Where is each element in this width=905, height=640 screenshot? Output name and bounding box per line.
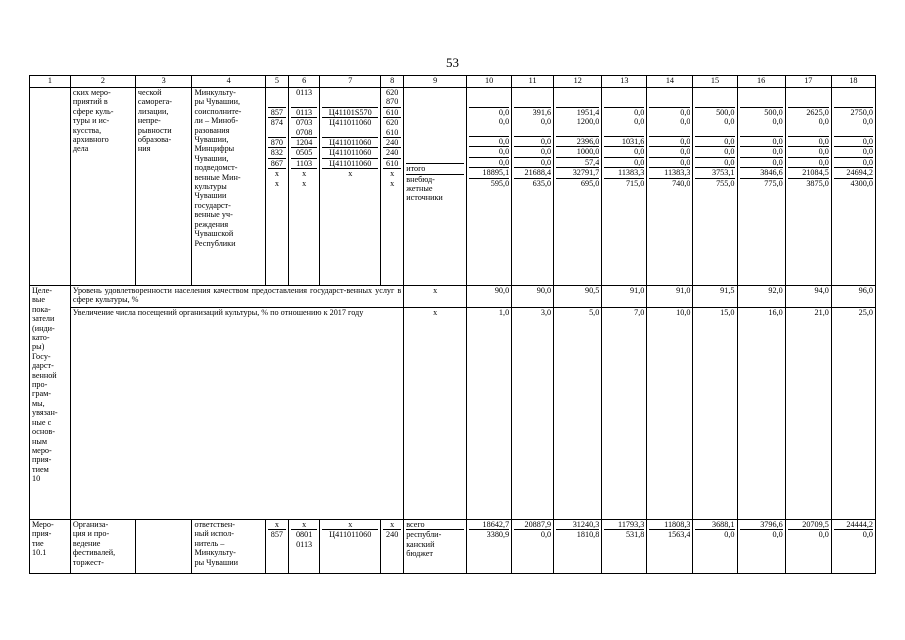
activity-col6 xyxy=(288,520,319,574)
target-2-value: 21,0 xyxy=(785,308,831,520)
resp-value: 0,0 xyxy=(695,529,734,539)
header-row xyxy=(30,76,876,88)
value-cell: 0,0 xyxy=(680,117,691,127)
blank-line xyxy=(788,127,829,136)
value-cell: 0,0 xyxy=(469,157,509,167)
value-cell: 0,0 xyxy=(834,136,873,146)
blank-line xyxy=(514,127,551,136)
code-line: 870 xyxy=(268,137,286,147)
itogo-value: 21084,5 xyxy=(788,167,829,177)
page-number: 53 xyxy=(446,55,459,70)
value-cell: 0,0 xyxy=(604,107,644,117)
vsego-value: 3796,6 xyxy=(760,520,783,529)
value-cell: 0,0 xyxy=(634,117,645,127)
blank-line xyxy=(695,97,734,106)
value-cell: 1200,0 xyxy=(576,117,600,127)
blank-line xyxy=(556,97,599,106)
column-number: 2 xyxy=(70,76,135,88)
column-number: 10 xyxy=(467,76,512,88)
target-1-value: 91,5 xyxy=(693,286,737,308)
code-line: x xyxy=(390,178,395,188)
column-number: 1 xyxy=(30,76,71,88)
target-1-text: Уровень удовлетворенности населения качеством предоставления государст-венных услуг в сфере культуры, % xyxy=(70,286,403,308)
target-1-value: 91,0 xyxy=(602,286,647,308)
code-line: x xyxy=(302,178,307,188)
target-1-value: 91,0 xyxy=(647,286,693,308)
target-2-value: 7,0 xyxy=(602,308,647,520)
itogo-value: 32791,7 xyxy=(556,167,599,177)
block1-goal: ческой саморега- лизации, непре- рывности образова- ния xyxy=(135,88,192,286)
blank-line xyxy=(740,127,783,136)
funding-itogo-label: итого xyxy=(406,163,464,173)
block1-values-13 xyxy=(602,88,647,286)
block1-values-17 xyxy=(785,88,831,286)
value-cell: 0,0 xyxy=(834,146,873,156)
code-line xyxy=(268,128,286,137)
target-2-value: 1,0 xyxy=(467,308,512,520)
value-cell: 0,0 xyxy=(740,157,783,167)
code-line: 832 xyxy=(268,147,286,157)
vnebud-value: 695,0 xyxy=(556,178,599,188)
value-cell: 500,0 xyxy=(740,107,783,117)
activity-row xyxy=(30,520,876,574)
code-line: 0801 0113 xyxy=(291,529,317,549)
value-cell: 1951,4 xyxy=(556,107,599,117)
activity-col5 xyxy=(265,520,288,574)
target-2-value: 10,0 xyxy=(647,308,693,520)
block1-values-16 xyxy=(737,88,785,286)
vnebud-value: 775,0 xyxy=(740,178,783,188)
value-cell: 0,0 xyxy=(514,157,551,167)
value-cell: 2625,0 xyxy=(788,107,829,117)
block1-values-18 xyxy=(831,88,875,286)
vnebud-value: 715,0 xyxy=(604,178,644,188)
value-cell: 0,0 xyxy=(788,136,829,146)
target-1-value: 96,0 xyxy=(831,286,875,308)
vsego-value: 3688,1 xyxy=(711,520,735,529)
activity-goal xyxy=(135,520,192,574)
block1-col8 xyxy=(381,88,404,286)
blank-line xyxy=(695,88,734,97)
code-line: 0113 xyxy=(291,107,317,117)
activity-col8 xyxy=(381,520,404,574)
activity-values-11 xyxy=(512,520,554,574)
blank-line xyxy=(469,97,509,106)
activity-values-14 xyxy=(647,520,693,574)
value-cell: 0,0 xyxy=(862,117,873,127)
value-cell: 0,0 xyxy=(469,146,509,156)
target-row-1 xyxy=(30,286,876,308)
resp-value: 1810,8 xyxy=(556,529,599,539)
vnebud-value: 4300,0 xyxy=(834,178,873,188)
block1-values-14 xyxy=(647,88,693,286)
code-line: 240 xyxy=(383,137,401,147)
activity-col7 xyxy=(320,520,381,574)
activity-values-10 xyxy=(467,520,512,574)
value-cell: 0,0 xyxy=(724,117,735,127)
value-cell: 0,0 xyxy=(469,136,509,146)
itogo-value: 18895,1 xyxy=(469,167,509,177)
column-number: 3 xyxy=(135,76,192,88)
blank-line xyxy=(604,127,644,136)
column-number: 16 xyxy=(737,76,785,88)
value-cell: 500,0 xyxy=(695,107,734,117)
code-line: x xyxy=(291,168,317,178)
column-number: 8 xyxy=(381,76,404,88)
vnebud-value: 635,0 xyxy=(514,178,551,188)
code-line: 867 xyxy=(268,158,286,168)
vsego-value: 11793,3 xyxy=(618,520,645,529)
activity-name: Организа- ция и про- ведение фестивалей, торжест- xyxy=(70,520,135,574)
block1-col6 xyxy=(288,88,319,286)
block1-values-15 xyxy=(693,88,737,286)
vnebud-value: 755,0 xyxy=(695,178,734,188)
value-cell: 0,0 xyxy=(469,107,509,117)
itogo-value: 24694,2 xyxy=(834,167,873,177)
funding-source: республи- канский бюджет xyxy=(406,529,464,558)
code-line: 0703 xyxy=(291,117,317,127)
column-number: 12 xyxy=(554,76,602,88)
code-line: 610 xyxy=(383,158,401,168)
code-line: x xyxy=(390,520,395,529)
target-2-value: 5,0 xyxy=(554,308,602,520)
target-2-value: 16,0 xyxy=(737,308,785,520)
blank-line xyxy=(834,127,873,136)
targets-label: Целе- вые пока- затели (инди- като- ры) Госу- дарст- венной про- грам- мы, увязан- ные с основ- ным меро- прия- тием 10 xyxy=(30,286,71,520)
value-cell: 0,0 xyxy=(649,157,690,167)
vsego-value: 20887,9 xyxy=(524,520,552,529)
blank-line xyxy=(695,127,734,136)
value-cell: 0,0 xyxy=(514,136,551,146)
blank-line xyxy=(514,97,551,106)
code-line: x xyxy=(274,178,279,188)
code-line: Ц411011060 xyxy=(322,158,378,168)
activity-executor: ответствен- ный испол- нитель – Минкульту- ры Чувашии xyxy=(192,520,265,574)
activity-values-15 xyxy=(693,520,737,574)
activity-values-13 xyxy=(602,520,647,574)
value-cell: 57,4 xyxy=(556,157,599,167)
value-cell: 0,0 xyxy=(604,157,644,167)
value-cell: 0,0 xyxy=(834,157,873,167)
block1-values-11 xyxy=(512,88,554,286)
code-line xyxy=(322,128,378,137)
blank-line xyxy=(834,88,873,97)
value-cell: 2750,0 xyxy=(834,107,873,117)
value-cell: 0,0 xyxy=(498,117,510,127)
activity-values-17 xyxy=(785,520,831,574)
vsego-value: 31240,3 xyxy=(572,520,600,529)
target-1-value: 90,0 xyxy=(467,286,512,308)
value-cell: 0,0 xyxy=(740,136,783,146)
blank-line xyxy=(556,127,599,136)
code-line: 0113 xyxy=(296,88,313,97)
value-cell: 0,0 xyxy=(604,146,644,156)
block1-col1 xyxy=(30,88,71,286)
value-cell: 0,0 xyxy=(740,146,783,156)
blank-line xyxy=(788,88,829,97)
resp-value: 531,8 xyxy=(604,529,644,539)
block1-executors: Минкульту- ры Чувашии, соисполните- ли – Миноб- разования Чувашии, Минцифры Чувашии, подведомст- венные Мин- культуры Чувашии государст- венные уч- реждения Чувашской Республики xyxy=(192,88,265,286)
value-cell: 0,0 xyxy=(695,136,734,146)
code-line xyxy=(322,88,378,97)
funding-vnebud-label: внебюд- жетные источники xyxy=(406,174,464,203)
code-line: 857 xyxy=(268,107,286,117)
blank-line xyxy=(649,97,690,106)
column-number: 4 xyxy=(192,76,265,88)
activity-values-12 xyxy=(554,520,602,574)
column-number: 11 xyxy=(512,76,554,88)
resp-value: 0,0 xyxy=(788,529,829,539)
resp-value: 0,0 xyxy=(740,529,783,539)
value-cell: 0,0 xyxy=(695,157,734,167)
value-cell: 0,0 xyxy=(788,157,829,167)
code-line: 870 xyxy=(386,97,399,107)
code-line: x xyxy=(383,168,401,178)
code-line: Ц411011060 xyxy=(322,147,378,157)
blank-line xyxy=(740,88,783,97)
vsego-value: 24444,2 xyxy=(846,520,873,529)
target-2-value: 3,0 xyxy=(512,308,554,520)
code-line xyxy=(322,97,378,106)
funding-source: всего xyxy=(406,520,425,529)
value-cell: 2396,0 xyxy=(556,136,599,146)
value-cell: 1031,6 xyxy=(604,136,644,146)
blank-line xyxy=(649,88,690,97)
target-1-c9: x xyxy=(404,286,467,308)
code-line: x xyxy=(302,520,307,529)
activity-values-18 xyxy=(831,520,875,574)
code-line: 620 xyxy=(386,88,399,97)
target-1-value: 92,0 xyxy=(737,286,785,308)
code-line: Ц411011060 xyxy=(322,117,378,127)
column-number: 15 xyxy=(693,76,737,88)
code-line xyxy=(291,97,317,106)
code-line: Ц411011060 xyxy=(322,137,378,147)
code-line: 1204 xyxy=(291,137,317,147)
column-number: 5 xyxy=(265,76,288,88)
target-2-value: 25,0 xyxy=(831,308,875,520)
target-2-c9: x xyxy=(404,308,467,520)
column-number: 6 xyxy=(288,76,319,88)
code-line: 240 xyxy=(383,147,401,157)
column-number: 13 xyxy=(602,76,647,88)
blank-line xyxy=(514,88,551,97)
block1-values-10 xyxy=(467,88,512,286)
code-line: 1103 xyxy=(291,158,317,168)
itogo-value: 3846,6 xyxy=(740,167,783,177)
vnebud-value: 740,0 xyxy=(649,178,690,188)
itogo-value: 11383,3 xyxy=(604,167,644,177)
blank-line xyxy=(469,127,509,136)
code-line xyxy=(268,97,286,106)
code-line: x xyxy=(348,520,353,529)
code-line: x xyxy=(268,168,286,178)
itogo-value: 21688,4 xyxy=(514,167,551,177)
column-number: 7 xyxy=(320,76,381,88)
blank-line xyxy=(604,97,644,106)
target-2-text: Увеличение числа посещений организаций культуры, % по отношению к 2017 году xyxy=(70,308,403,520)
resp-value: 3380,9 xyxy=(469,529,509,539)
value-cell: 0,0 xyxy=(540,117,552,127)
value-cell: 391,6 xyxy=(514,107,551,117)
resp-value: 0,0 xyxy=(834,529,873,539)
block1-col9 xyxy=(404,88,467,286)
target-1-value: 90,5 xyxy=(554,286,602,308)
activity-number: Меро- прия- тие 10.1 xyxy=(30,520,71,574)
resp-value: 1563,4 xyxy=(649,529,690,539)
itogo-value: 3753,1 xyxy=(695,167,734,177)
blank-line xyxy=(469,88,509,97)
vsego-value: 18642,7 xyxy=(482,520,510,529)
vnebud-value: 595,0 xyxy=(469,178,509,188)
blank-line xyxy=(556,88,599,97)
value-cell: 0,0 xyxy=(514,146,551,156)
itogo-value: 11383,3 xyxy=(649,167,690,177)
blank-line xyxy=(788,97,829,106)
column-number: 18 xyxy=(831,76,875,88)
code-line: 240 xyxy=(383,529,401,539)
value-cell: 0,0 xyxy=(649,146,690,156)
budget-table xyxy=(29,75,876,574)
code-line: 0505 xyxy=(291,147,317,157)
value-cell: 0,0 xyxy=(788,146,829,156)
code-line: Ц411011060 xyxy=(322,529,378,539)
code-line xyxy=(268,88,286,97)
target-1-value: 90,0 xyxy=(512,286,554,308)
target-2-value: 15,0 xyxy=(693,308,737,520)
value-cell: 0,0 xyxy=(772,117,783,127)
block1-values-12 xyxy=(554,88,602,286)
code-line: 620 xyxy=(383,117,401,127)
block1-col7 xyxy=(320,88,381,286)
target-1-value: 94,0 xyxy=(785,286,831,308)
value-cell: 0,0 xyxy=(649,136,690,146)
code-line: x xyxy=(274,520,279,529)
block1-col5 xyxy=(265,88,288,286)
blank-line xyxy=(834,97,873,106)
activity-values-16 xyxy=(737,520,785,574)
value-cell: 0,0 xyxy=(818,117,829,127)
blank-line xyxy=(604,88,644,97)
value-cell: 0,0 xyxy=(649,107,690,117)
spacer xyxy=(406,88,464,163)
blank-line xyxy=(649,127,690,136)
column-number: 14 xyxy=(647,76,693,88)
code-line: 857 xyxy=(268,529,286,539)
code-line: Ц41101S570 xyxy=(322,107,378,117)
vsego-value: 20709,5 xyxy=(802,520,829,529)
vsego-value: 11808,3 xyxy=(664,520,691,529)
code-line: 610 xyxy=(386,127,399,137)
value-cell: 0,0 xyxy=(695,146,734,156)
code-line: 0708 xyxy=(295,127,313,137)
block1-event-name: ских меро- приятий в сфере куль- туры и ис- кусства, архивного дела xyxy=(70,88,135,286)
column-number: 17 xyxy=(785,76,831,88)
blank-line xyxy=(740,97,783,106)
activity-col9 xyxy=(404,520,467,574)
vnebud-value: 3875,0 xyxy=(788,178,829,188)
target-row-2 xyxy=(30,308,876,520)
block1-row xyxy=(30,88,876,286)
column-number: 9 xyxy=(404,76,467,88)
resp-value: 0,0 xyxy=(514,529,551,539)
code-line xyxy=(322,179,378,188)
code-line: x xyxy=(322,168,378,178)
code-line: 874 xyxy=(268,117,286,127)
code-line: 610 xyxy=(383,107,401,117)
value-cell: 1000,0 xyxy=(556,146,599,156)
